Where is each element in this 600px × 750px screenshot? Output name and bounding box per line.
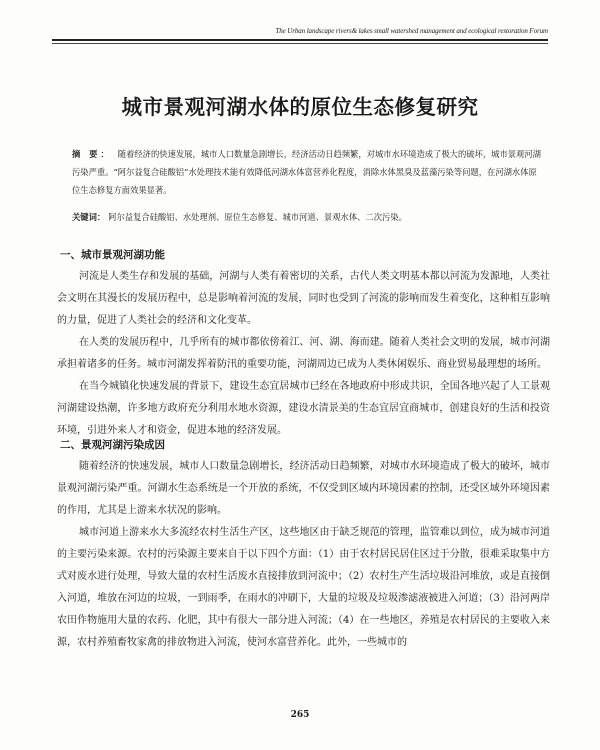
- page-title: 城市景观河湖水体的原位生态修复研究: [121, 95, 479, 119]
- paragraph: 城市河道上游来水大多流经农村生活生产区，这些地区由于缺乏规范的管理，监管难以到位，成为城市河道的主要污染来源。农村的污染源主要来自于以下四个方面：（1）由于农村居民居住区过于分散，很难采取集中方式对废水进行处理，导致大量的农村生活废水直接排放到河流中；（2）农村生产生活垃圾沿河堆放，或是直接倒入河道，堆放在河边的垃圾，一到雨季，在雨水的冲刷下，大量的垃圾及垃圾渗滤液被进入河道；（3）沿河两岸农田作物施用大量的农药、化肥，其中有很大一部分进入河流；（4）在一些地区，养殖是农村居民的主要收入来源，农村养殖畜牧家禽的排放物进入河流，使河水富营养化。此外，一些城市的: [57, 527, 550, 648]
- keywords: [72, 210, 542, 224]
- section-2: [57, 434, 550, 654]
- abstract-label: 摘 要：: [72, 149, 112, 159]
- header-rule: [52, 39, 548, 41]
- page-number: 265: [290, 710, 310, 720]
- abstract-text: 随着经济的快速发展，城市人口数量急剧增长，经济活动日趋频繁，对城市水环境造成了极大的破坏，城市景观河湖污染严重。“阿尔益复合硅酸铝”水处理技术能有效降低河湖水体富营养化程度，消除水体黑臭及蓝藻污染等问题，在河湖水体原位生态修复方面效果显著。: [72, 149, 541, 195]
- section-heading: 一、城市景观河湖功能: [60, 249, 165, 261]
- keywords-text: 阿尔益复合硅酸铝、水处理剂、原位生态修复、城市河道、景观水体、二次污染。: [108, 212, 407, 222]
- section-heading: 二、景观河湖污染成因: [60, 439, 165, 451]
- running-header: The Urban landscape rivers& lakes small watershed management and ecological restoration Forum: [275, 27, 548, 35]
- paragraph: 在当今城镇化快速发展的背景下，建设生态宜居城市已经在各地政府中形成共识，全国各地兴起了人工景观河湖建设热潮，许多地方政府充分利用水地水资源，建设水清景美的生态宜居宜商城市，创建良好的生活和投资环境，引进外来人才和资金，促进本地的经济发展。: [57, 381, 550, 436]
- paragraph: 在人类的发展历程中，几乎所有的城市都依傍着江、河、湖、海而建。随着人类社会文明的发展，城市河湖承担着诸多的任务。城市河湖发挥着防汛的重要功能，河湖周边已成为人类休闲娱乐、商业贸易最理想的场所。: [57, 337, 550, 370]
- keywords-label: 关键词：: [72, 212, 106, 222]
- abstract: [72, 145, 542, 199]
- paragraph: 随着经济的快速发展，城市人口数量急剧增长，经济活动日趋频繁，对城市水环境造成了极大的破坏，城市景观河湖污染严重。河湖水生态系统是一个开放的系统，不仅受到区域内环境因素的控制，还受区域外环境因素的作用，尤其是上游来水状况的影响。: [57, 461, 550, 516]
- paragraph: 河流是人类生存和发展的基础，河湖与人类有着密切的关系，古代人类文明基本都以河流为发源地，人类社会文明在其漫长的发展历程中，总是影响着河流的发展，同时也受到了河流的影响而发生着变化，这种相互影响的力量，促进了人类社会的经济和文化变革。: [57, 271, 550, 326]
- section-1: [57, 244, 550, 442]
